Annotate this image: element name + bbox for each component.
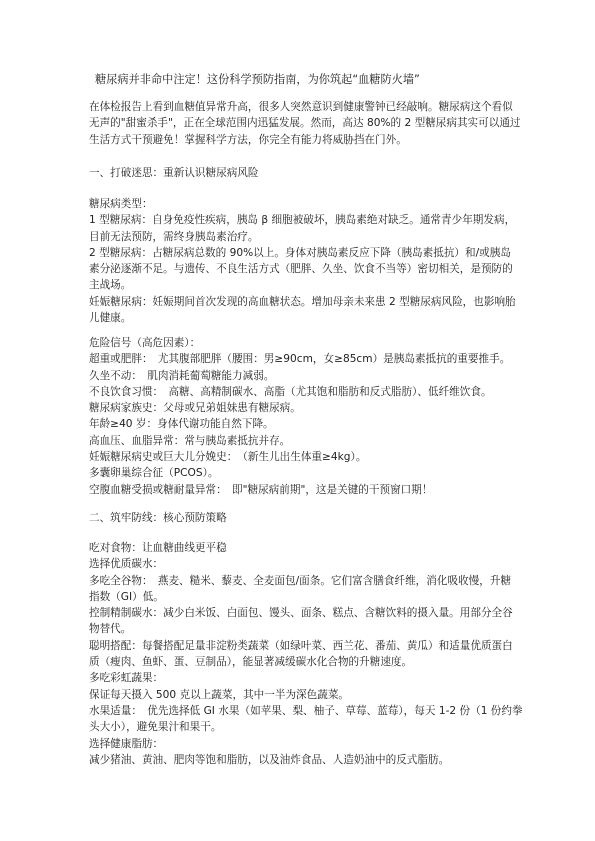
diabetes-types <box>89 196 519 326</box>
types-line: 主战场。 <box>89 279 132 292</box>
types-line: 素分泌逐渐不足。与遗传、不良生活方式（肥胖、久坐、饮食不当等）密切相关，是预防的 <box>89 263 513 276</box>
section-2-heading: 二、筑牢防线：核心预防策略 <box>89 512 227 524</box>
strategy-line: 头大小），避免果汁和果干。 <box>89 721 222 734</box>
types-line: 1 型糖尿病：自身免疫性疾病，胰岛 β 细胞被破坏，胰岛素绝对缺乏。通常青少年期发病， <box>89 214 516 227</box>
risk-line: 多囊卵巢综合征（PCOS）。 <box>89 467 219 480</box>
types-heading: 糖尿病类型： <box>89 198 153 210</box>
risk-line: 年龄≥40 岁：身体代谢功能自然下降。 <box>89 418 274 431</box>
risk-line: 不良饮食习惯： 高糖、高精制碳水、高脂（尤其饱和脂肪和反式脂肪）、低纤维饮食。 <box>89 385 492 398</box>
strategy-line: 物替代。 <box>89 623 132 636</box>
strategy-line: 多吃彩虹蔬果： <box>89 672 164 685</box>
strategy-line: 指数（GI）低。 <box>89 590 164 603</box>
risk-heading: 危险信号（高危因素）： <box>89 337 201 349</box>
intro-line: 无声的"甜蜜杀手"，正在全球范围内迅猛发展。然而，高达 80%的 2 型糖尿病其实可以通过 <box>89 117 521 130</box>
section-2-heading-block <box>89 510 519 526</box>
risk-factors <box>89 335 519 498</box>
risk-line: 妊娠糖尿病史或巨大儿分娩史： （新生儿出生体重≥4kg）。 <box>89 451 367 464</box>
strategy-line: 水果适量： 优先选择低 GI 水果（如苹果、梨、柚子、草莓、蓝莓），每天 1-2 份（1 份约拳 <box>89 704 523 717</box>
strategy-line: 质（瘦肉、鱼虾、蛋、豆制品），能显著减缓碳水化合物的升糖速度。 <box>89 656 413 669</box>
strategy-line: 聪明搭配：每餐搭配足量非淀粉类蔬菜（如绿叶菜、西兰花、番茄、黄瓜）和适量优质蛋白 <box>89 639 513 652</box>
risk-line: 超重或肥胖： 尤其腹部肥胖（腰围：男≥90cm，女≥85cm）是胰岛素抵抗的重要推手。 <box>89 353 511 366</box>
strategy-line: 吃对食物：让血糖曲线更平稳 <box>89 542 227 554</box>
risk-line: 久坐不动： 肌肉消耗葡萄糖能力减弱。 <box>89 369 275 382</box>
strategy-line: 多吃全谷物： 燕麦、糙米、藜麦、全麦面包/面条。它们富含膳食纤维，消化吸收慢，升糖 <box>89 574 512 587</box>
strategy-line: 控制精制碳水：减少白米饭、白面包、馒头、面条、糕点、含糖饮料的摄入量。用部分全谷 <box>89 607 513 620</box>
types-line: 儿健康。 <box>89 312 132 325</box>
document-title: 糖尿病并非命中注定！这份科学预防指南，为你筑起“血糖防火墙” <box>95 73 420 86</box>
prevention-strategies <box>89 540 523 768</box>
risk-line: 糖尿病家族史：父母或兄弟姐妹患有糖尿病。 <box>89 402 301 415</box>
risk-line: 高血压、血脂异常：常与胰岛素抵抗并存。 <box>89 434 291 447</box>
section-1-heading: 一、打破迷思：重新认识糖尿病风险 <box>89 167 259 179</box>
strategy-line: 选择优质碳水： <box>89 558 164 571</box>
intro-line: 在体检报告上看到血糖值异常升高，很多人突然意识到健康警钟已经敲响。糖尿病这个看似 <box>89 101 513 113</box>
strategy-line: 减少猪油、黄油、肥肉等饱和脂肪，以及油炸食品、人造奶油中的反式脂肪。 <box>89 753 450 766</box>
types-line: 妊娠糖尿病：妊娠期间首次发现的高血糖状态。增加母亲未来患 2 型糖尿病风险，也影响胎 <box>89 295 516 308</box>
types-line: 2 型糖尿病：占糖尿病总数的 90%以上。身体对胰岛素反应下降（胰岛素抵抗）和/或胰岛 <box>89 246 511 259</box>
intro-line: 生活方式干预避免！掌握科学方法，你完全有能力将威胁挡在门外。 <box>89 133 407 146</box>
strategy-line: 保证每天摄入 500 克以上蔬菜，其中一半为深色蔬菜。 <box>89 688 350 701</box>
strategy-line: 选择健康脂肪： <box>89 737 164 750</box>
section-1-heading-block <box>89 165 519 181</box>
types-line: 目前无法预防，需终身胰岛素治疗。 <box>89 230 259 243</box>
intro-paragraph <box>89 99 519 148</box>
risk-line: 空腹血糖受损或糖耐量异常： 即"糖尿病前期"，这是关键的干预窗口期！ <box>89 483 433 496</box>
